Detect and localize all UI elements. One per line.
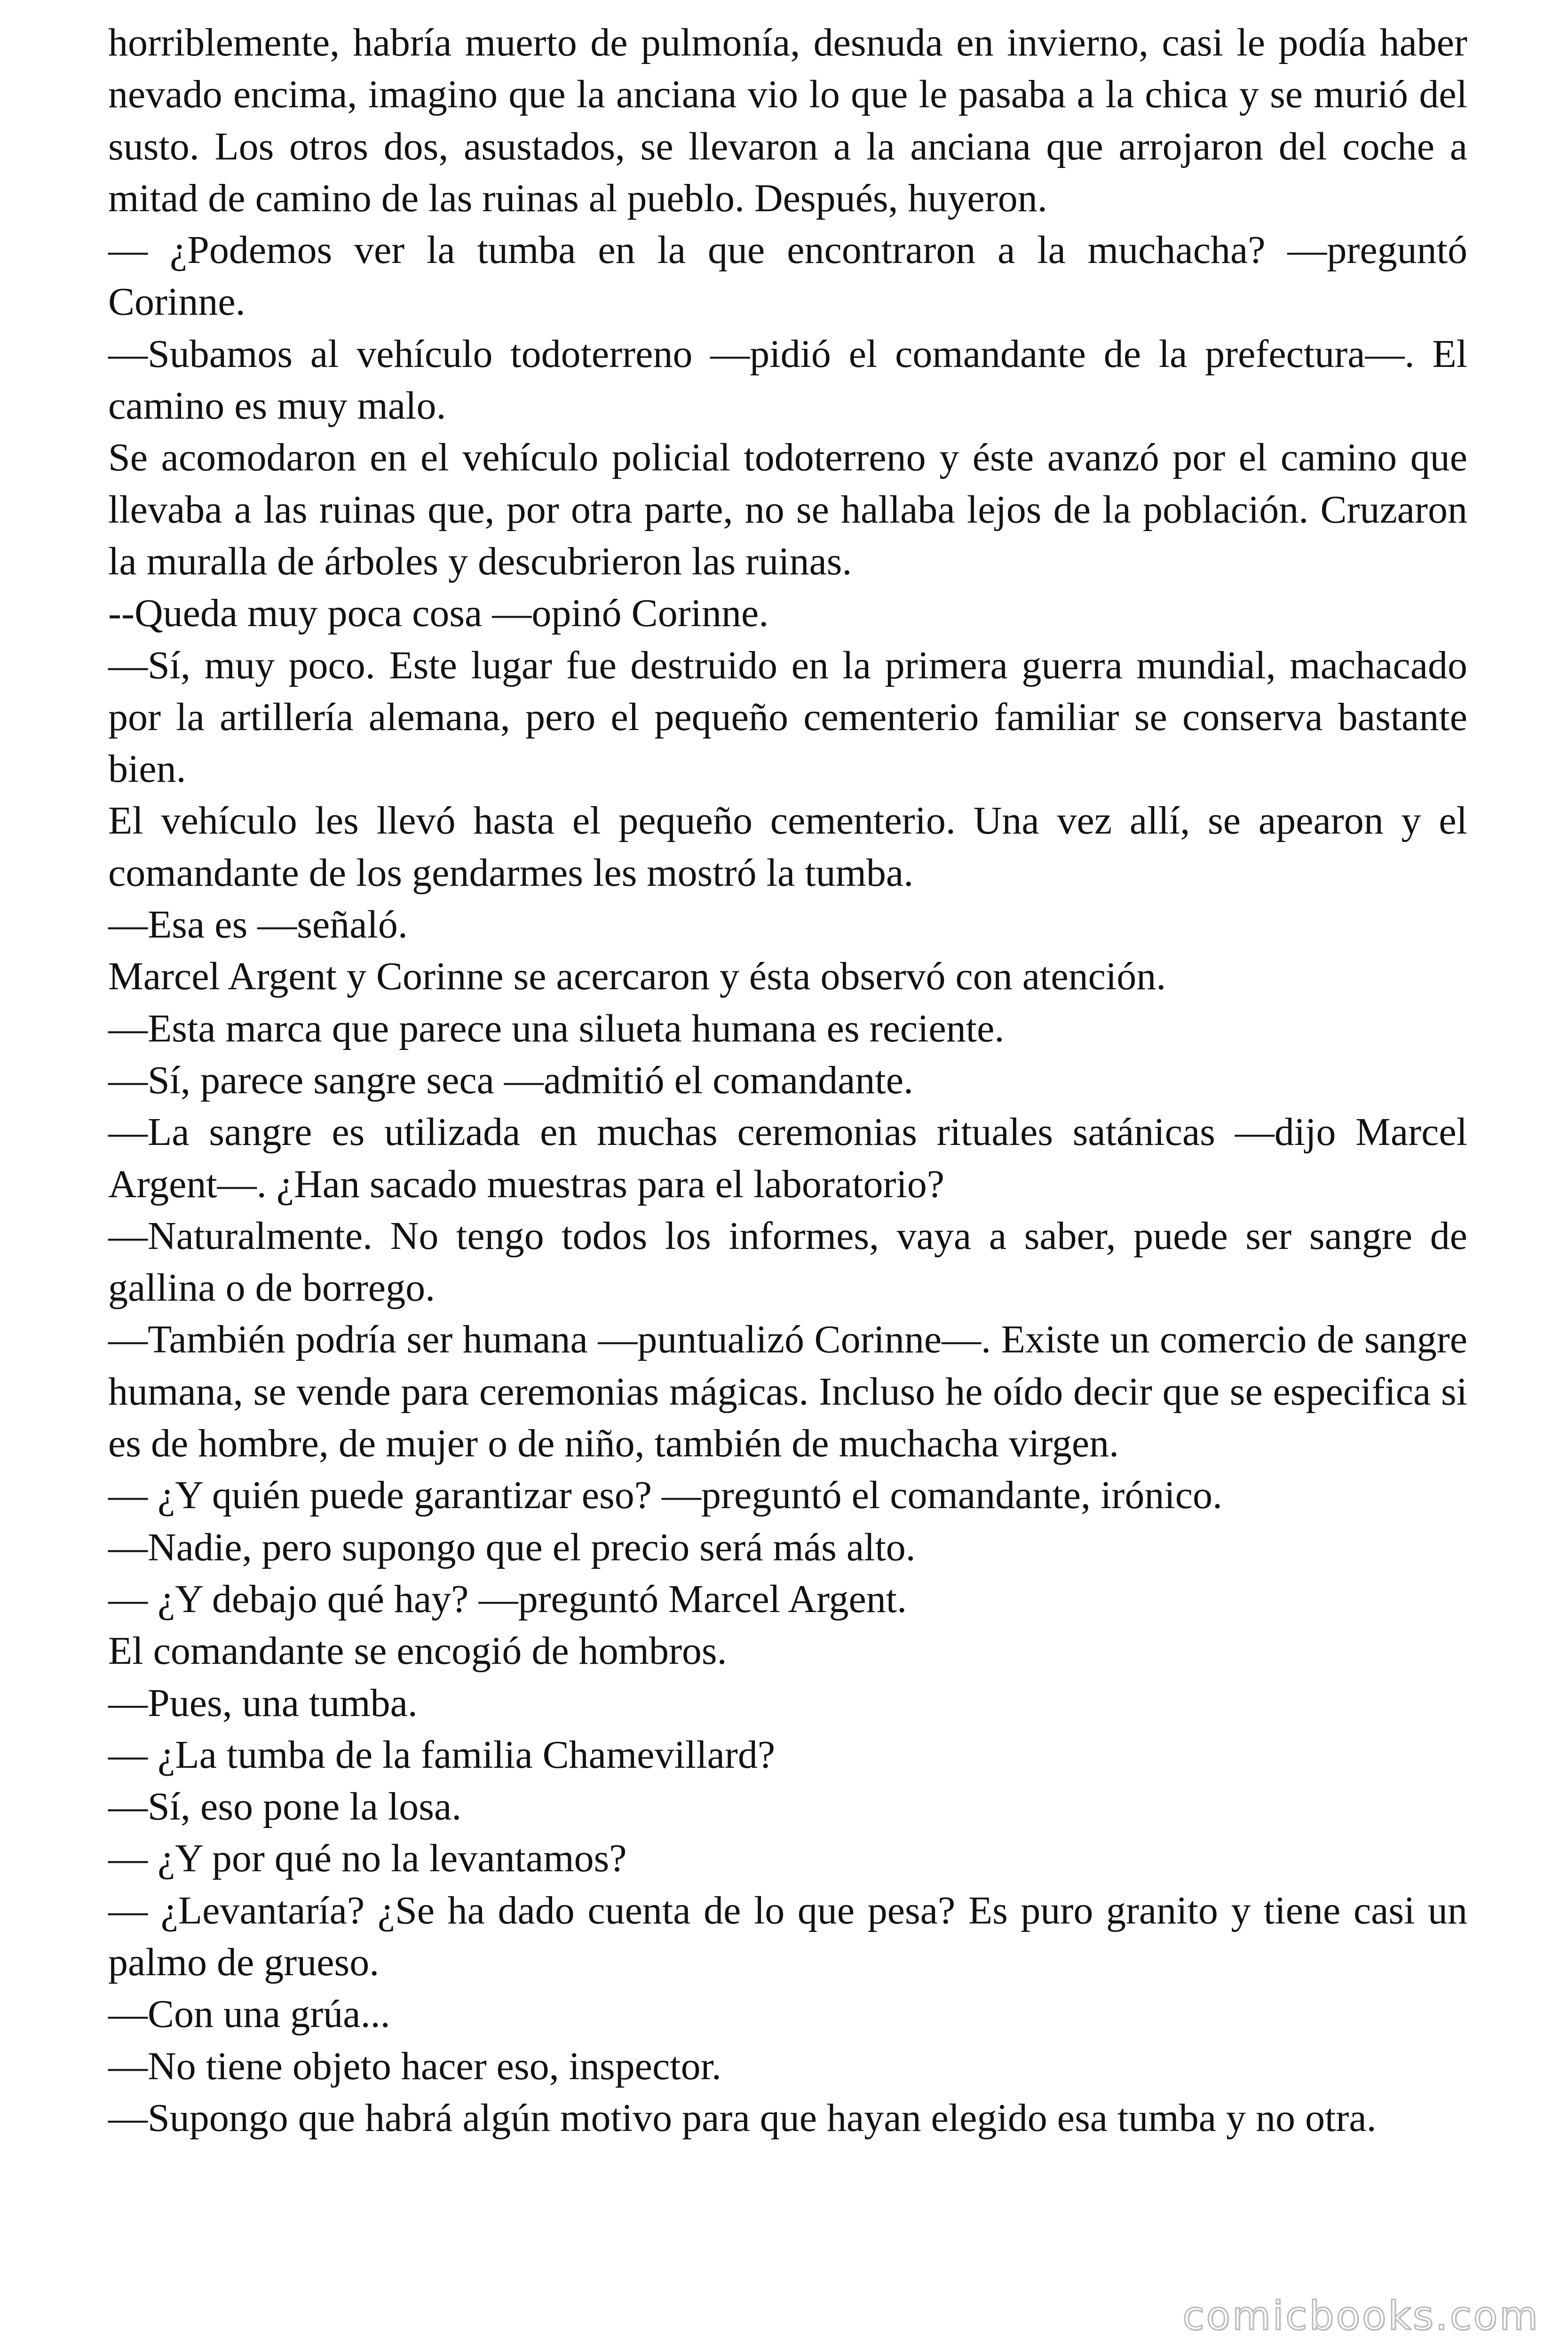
paragraph: —Sí, eso pone la losa. xyxy=(108,1785,462,1829)
paragraph: —Esa es —señaló. xyxy=(108,903,408,947)
paragraph: —Sí, muy poco. Este lugar fue destruido en la primera guerra mundial, machacado por la artillería alemana, pero el pequeño cementerio familiar se conserva bastante bien. xyxy=(108,643,1467,791)
paragraph: —Naturalmente. No tengo todos los informes, vaya a saber, puede ser sangre de gallina o de borrego. xyxy=(108,1214,1467,1310)
paragraph: —Esta marca que parece una silueta humana es reciente. xyxy=(108,1006,1005,1050)
paragraph: —Nadie, pero supongo que el precio será más alto. xyxy=(108,1525,916,1569)
watermark: comicbooks.com xyxy=(1182,2293,1540,2339)
paragraph: — ¿La tumba de la familia Chamevillard? xyxy=(108,1732,776,1777)
paragraph: —Subamos al vehículo todoterreno —pidió el comandante de la prefectura—. El camino es muy malo. xyxy=(108,332,1467,428)
paragraph: —No tiene objeto hacer eso, inspector. xyxy=(108,2044,721,2088)
paragraph: —Supongo que habrá algún motivo para que hayan elegido esa tumba y no otra. xyxy=(108,2096,1377,2140)
paragraph: Se acomodaron en el vehículo policial todoterreno y éste avanzó por el camino que llevaba a las ruinas que, por otra parte, no se hallaba lejos de la población. Cruzaron la muralla de árboles y descubrieron las ruinas. xyxy=(108,436,1467,583)
paragraph: --Queda muy poca cosa —opinó Corinne. xyxy=(108,591,769,636)
paragraph: El vehículo les llevó hasta el pequeño cementerio. Una vez allí, se apearon y el comandante de los gendarmes les mostró la tumba. xyxy=(108,799,1467,895)
paragraph: —Pues, una tumba. xyxy=(108,1681,418,1725)
paragraph: —La sangre es utilizada en muchas ceremonias rituales satánicas —dijo Marcel Argent—. ¿Han sacado muestras para el laboratorio? xyxy=(108,1110,1467,1206)
paragraph: — ¿Y por qué no la levantamos? xyxy=(108,1836,627,1881)
paragraph: Marcel Argent y Corinne se acercaron y ésta observó con atención. xyxy=(108,954,1166,999)
paragraph: —Con una grúa... xyxy=(108,1992,390,2036)
paragraph: —Sí, parece sangre seca —admitió el comandante. xyxy=(108,1058,913,1102)
paragraph: —También podría ser humana —puntualizó Corinne—. Existe un comercio de sangre humana, se vende para ceremonias mágicas. Incluso he oído decir que se especifica si es de hombre, de mujer o de niño, también de muchacha virgen. xyxy=(108,1318,1467,1466)
paragraph: El comandante se encogió de hombros. xyxy=(108,1629,727,1673)
page-text xyxy=(108,17,1467,2144)
paragraph: — ¿Podemos ver la tumba en la que encontraron a la muchacha? —preguntó Corinne. xyxy=(108,228,1467,324)
paragraph: — ¿Y debajo qué hay? —preguntó Marcel Argent. xyxy=(108,1577,907,1621)
paragraph: — ¿Levantaría? ¿Se ha dado cuenta de lo que pesa? Es puro granito y tiene casi un palmo de grueso. xyxy=(108,1888,1467,1984)
paragraph: horriblemente, habría muerto de pulmonía, desnuda en invierno, casi le podía haber nevado encima, imagino que la anciana vio lo que le pasaba a la chica y se murió del susto. Los otros dos, asustados, se llevaron a la anciana que arrojaron del coche a mitad de camino de las ruinas al pueblo. Después, huyeron. xyxy=(108,21,1467,220)
paragraph: — ¿Y quién puede garantizar eso? —preguntó el comandante, irónico. xyxy=(108,1473,1222,1518)
